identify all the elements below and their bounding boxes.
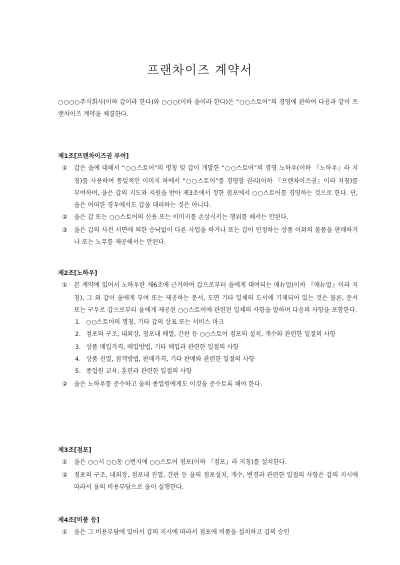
list-text: 상품 매입가격, 매입방법, 기타 매입과 관련한 일절의 사항: [86, 343, 239, 351]
article-title: 제1조[프랜차이즈권 부여]: [58, 153, 129, 160]
clause-text: 을은 그 비용부담에 있어서 갑의 지시에 따라서 점포에 비품을 설치하고 갑의 승인: [74, 529, 290, 537]
clause-text: 을은 노하우를 준수하고 을의 종업원에게도 이것을 준수토록 해야 한다.: [74, 380, 263, 388]
article-1: [58, 151, 358, 249]
list-number: 2.: [75, 331, 81, 339]
clause: [58, 457, 358, 469]
document-title: 프랜차이즈 계약서: [147, 63, 253, 77]
list-number: 5.: [75, 368, 81, 376]
clause: [58, 470, 358, 495]
list-item: [58, 342, 358, 354]
clause-mark: ③: [62, 226, 68, 234]
clause-mark: ②: [62, 471, 68, 479]
clause: [58, 212, 358, 224]
article-4: [58, 515, 358, 540]
clause-mark: ①: [62, 165, 68, 173]
list-text: ○○스토어의 명칭, 기타 갑의 상표 또는 서비스 마크: [86, 319, 224, 327]
article-title: 제2조[노하우]: [58, 270, 98, 277]
list-item: [58, 317, 358, 329]
clause-text: 을은 갑 또는 ○○스토어의 신용 또는 이미지를 손상시키는 행위를 해서는 안된다.: [74, 214, 289, 222]
article-3: [58, 445, 358, 494]
list-item: [58, 354, 358, 366]
clause: [58, 527, 358, 539]
clause-text: 갑은 을에 대해서 “○○스토어”의 명칭 및 갑이 개발한 “○○스토어”의 경영 노하우(이하 『노하우』라 지칭)를 사용하여 통일적인 이미지 하에서 “○○스토어”를 경영할 권리(이하 『프랜차이즈권』이라 지칭)를 부여하며, 을은 갑의 지도와 지원을 받아 제3조에서 정한 점포에서 ○○스토어를 경영하는 것으로 한다. 단, 을은 어떠한 경우에서도 갑을 대리하는 것은 아니다.: [74, 165, 358, 210]
clause: [58, 280, 358, 317]
clause-mark: ②: [62, 380, 68, 388]
clause-mark: ①: [62, 529, 68, 537]
list-number: 1.: [75, 319, 81, 327]
clause: [58, 225, 358, 250]
clause-mark: ②: [62, 214, 68, 222]
clause-text: 을은 ○○시 ○○동 ○번지에 ○○스토어 점포(이하 『점포』라 지칭)를 설치한다.: [74, 459, 287, 467]
list-text: 종업원 교육, 훈련과 관련한 일절의 사항: [86, 368, 192, 376]
clause-mark: ①: [62, 282, 68, 290]
list-text: 상품 진열, 점객방법, 판매가격, 기타 판매와 관련한 일절의 사항: [86, 356, 255, 364]
list-number: 4.: [75, 356, 81, 364]
clause-text: 점포의 구조, 내외장, 점포내 진열, 간판 등 을의 점포설치, 개수, 변경과 관련한 일절의 사항은 갑의 지시에 따라서 을의 비용부담으로 을이 실행한다.: [74, 471, 358, 491]
list-item: [58, 366, 358, 378]
article-2: [58, 268, 358, 391]
article-title: 제3조[점포]: [58, 447, 92, 454]
list-number: 3.: [75, 343, 81, 351]
list-item: [58, 329, 358, 341]
clause: [58, 163, 358, 212]
clause: [58, 379, 358, 391]
list-text: 점포의 구조, 내외장, 점포내 배열, 간판 등 ○○스토어 점포의 설치, 개수와 관련한 일절의 사항: [86, 331, 336, 339]
article-title: 제4조[비품 등]: [58, 517, 100, 524]
clause-text: 본 계약에 있어서 노하우란 제6조에 근거하여 갑으로부터 을에게 대여되는 매뉴얼(이하 『매뉴얼』이라 지칭), 그 외 갑이 을에게 부여 또는 제공하는 문서, 도면 기타 일체의 도서에 기재되어 있는 것은 물론, 문서 또는 구두로 갑으로부터 을에게 제공된 ○○스토어에 관련된 일체의 사항을 말하며 다음의 사항을 포함한다.: [74, 282, 358, 314]
intro-paragraph: ○○○○주식회사(이하 갑이라 한다)와 ○○○(이하 을이라 한다)은 “○○스토어”의 경영에 관하여 다음과 같이 프랜차이즈 계약을 체결한다.: [58, 99, 358, 119]
clause-text: 을은 갑의 사전 서면에 의한 승낙없이 다른 사업을 하거나 또는 갑이 인정하는 상품 이외의 물품을 판매하거나 또는 노무를 제공해서는 안된다.: [74, 226, 358, 247]
clause-mark: ①: [62, 459, 68, 467]
